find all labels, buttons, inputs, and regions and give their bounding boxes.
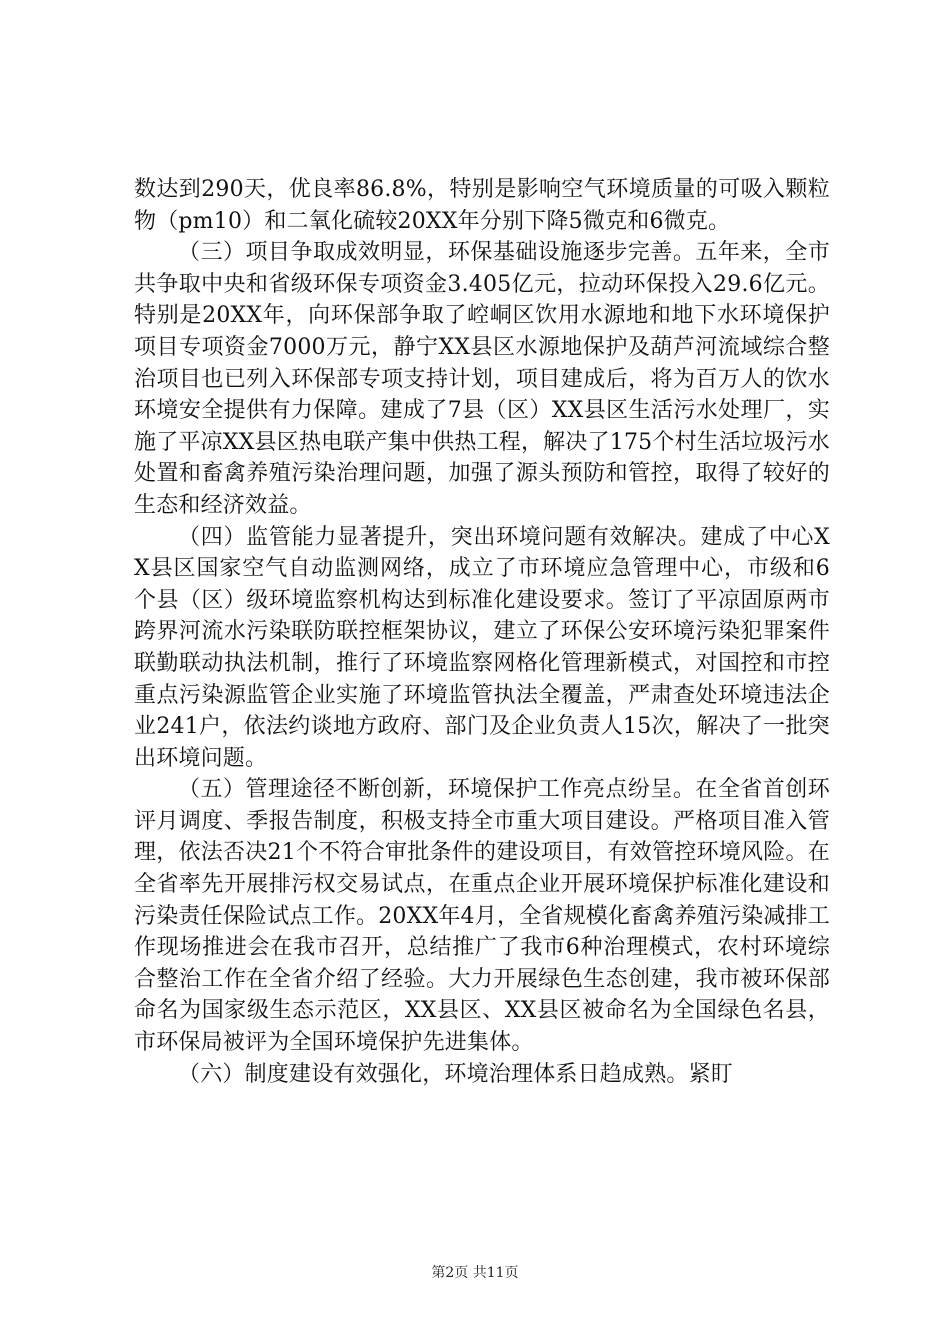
paragraph-section-3: （三）项目争取成效明显，环保基础设施逐步完善。五年来，全市共争取中央和省级环保专项资金3.405亿元，拉动环保投入29.6亿元。特别是20XX年，向环保部争取了崆峒区饮用水源地和地下水环境保护项目专项资金7000万元，静宁XX县区水源地保护及葫芦河流域综合整治项目也已列入环保部专项支持计划，项目建成后，将为百万人的饮水环境安全提供有力保障。建成了7县（区）XX县区生活污水处理厂，实施了平凉XX县区热电联产集中供热工程，解决了175个村生活垃圾污水处置和畜禽养殖污染治理问题，加强了源头预防和管控，取得了较好的生态和经济效益。 <box>134 240 830 518</box>
document-body <box>134 174 830 1090</box>
page-number-footer: 第2页 共11页 <box>431 1265 519 1281</box>
paragraph-continued: 数达到290天，优良率86.8%，特别是影响空气环境质量的可吸入颗粒物（pm10）和二氧化硫较20XX年分别下降5微克和6微克。 <box>134 177 830 234</box>
paragraph-section-6: （六）制度建设有效强化，环境治理体系日趋成熟。紧盯 <box>178 1061 734 1087</box>
paragraph-section-5: （五）管理途径不断创新，环境保护工作亮点纷呈。在全省首创环评月调度、季报告制度，积极支持全市重大项目建设。严格项目准入管理，依法否决21个不符合审批条件的建设项目，有效管控环境风险。在全省率先开展排污权交易试点，在重点企业开展环境保护标准化建设和污染责任保险试点工作。20XX年4月，全省规模化畜禽养殖污染减排工作现场推进会在我市召开，总结推广了我市6种治理模式，农村环境综合整治工作在全省介绍了经验。大力开展绿色生态创建，我市被环保部命名为国家级生态示范区，XX县区、XX县区被命名为全国绿色名县，市环保局被评为全国环境保护先进集体。 <box>134 777 830 1056</box>
paragraph-section-4: （四）监管能力显著提升，突出环境问题有效解决。建成了中心XX县区国家空气自动监测网络，成立了市环境应急管理中心，市级和6个县（区）级环境监察机构达到标准化建设要求。签订了平凉固原两市跨界河流水污染联防联控框架协议，建立了环保公安环境污染犯罪案件联勤联动执法机制，推行了环境监察网格化管理新模式，对国控和市控重点污染源监管企业实施了环境监管执法全覆盖，严肃查处环境违法企业241户，依法约谈地方政府、部门及企业负责人15次，解决了一批突出环境问题。 <box>134 524 830 771</box>
